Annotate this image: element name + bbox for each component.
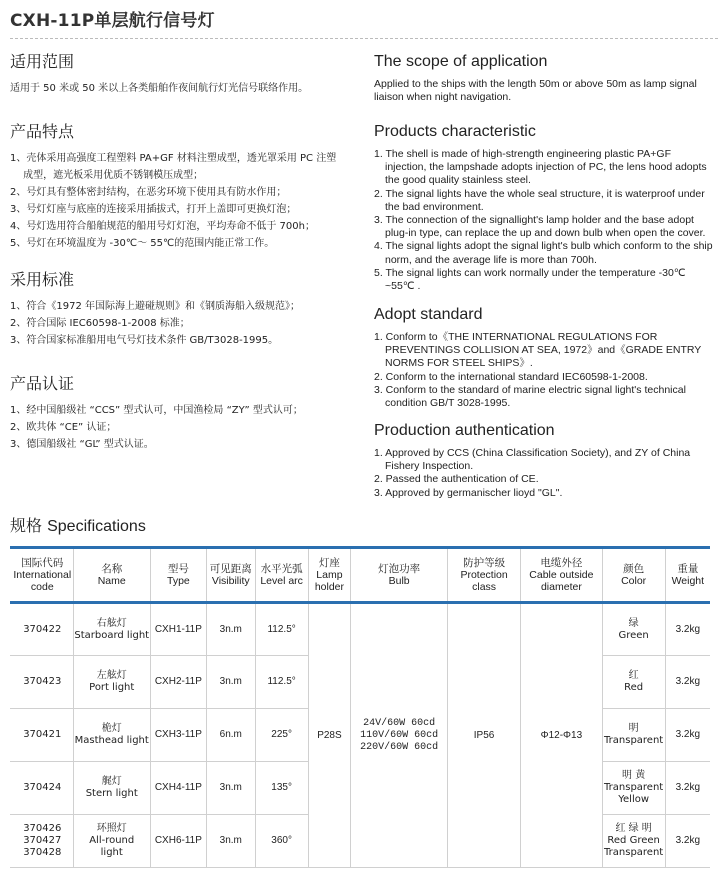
en-authentication-item: 1. Approved by CCS (China Classification Society), and ZY of China Fishery Inspection. bbox=[374, 447, 691, 473]
cell-bulb: 24V/60W 60cd 110V/60W 60cd 220V/60W 60cd bbox=[351, 603, 448, 868]
en-authentication-item: 3. Approved by germanischer lioyd "GL". bbox=[374, 486, 563, 499]
cell-code: 370424 bbox=[10, 762, 73, 815]
en-standard-item: 1. Conform to《THE INTERNATIONAL REGULATIONS FOR PREVENTINGS COLLISION AT SEA, 1972》and《GRADE ENTRY NORMS FOR STEEL SHIPS》. bbox=[374, 331, 702, 370]
cell-color: 红 Red bbox=[602, 656, 665, 709]
page-title: CXH-11P单层航行信号灯 bbox=[10, 11, 215, 31]
cell-weight: 3.2kg bbox=[665, 815, 710, 868]
cell-cable: Φ12-Φ13 bbox=[521, 603, 602, 868]
header-code: 国际代码 International code bbox=[10, 548, 73, 603]
cn-characteristic-section bbox=[10, 122, 336, 252]
en-authentication-item: 2. Passed the authentication of CE. bbox=[374, 473, 539, 486]
cell-type: CXH4-11P bbox=[150, 762, 206, 815]
header-level-arc: 水平光弧 Level arc bbox=[255, 548, 308, 603]
cell-type: CXH2-11P bbox=[150, 656, 206, 709]
cell-color: 明 黄 Transparent Yellow bbox=[602, 762, 665, 815]
cell-type: CXH6-11P bbox=[150, 815, 206, 868]
cell-name: 桅灯 Masthead light bbox=[73, 709, 150, 762]
cn-characteristic-item: 3、号灯灯座与底座的连接采用插拔式，打开上盖即可更换灯泡； bbox=[10, 204, 297, 215]
header-weight: 重量 Weight bbox=[665, 548, 710, 603]
cn-authentication-item: 1、经中国船级社 “CCS” 型式认可，中国渔检局 “ZY” 型式认可； bbox=[10, 405, 303, 416]
cn-characteristic-item: 成型，遮光板采用优质不锈钢模压成型； bbox=[10, 170, 204, 181]
cn-characteristic-item: 4、号灯选用符合船舶规范的船用号灯灯泡，平均寿命不低于 700h； bbox=[10, 221, 315, 232]
cell-code: 370426 370427 370428 bbox=[10, 815, 73, 868]
spec-header-row bbox=[10, 548, 710, 603]
en-authentication-heading: Production authentication bbox=[374, 422, 555, 439]
header-bulb: 灯泡功率 Bulb bbox=[351, 548, 448, 603]
cn-scope-heading: 适用范围 bbox=[10, 52, 75, 71]
en-standard-heading: Adopt standard bbox=[374, 306, 483, 323]
en-characteristic-item: 1. The shell is made of high-strength engineering plastic PA+GF injection, the lampshade adopts injection of PC, the lens hood adopts the good quality stainless steel. bbox=[374, 148, 707, 187]
en-standard-item: 3. Conform to the standard of marine electric signal light's technical condition GB/T 3028-1995. bbox=[374, 383, 686, 410]
header-cable: 电缆外径 Cable outside diameter bbox=[521, 548, 602, 603]
en-characteristic-item: 5. The signal lights can work normally under the temperature -30℃ ~55℃ . bbox=[374, 266, 686, 293]
en-characteristic-section bbox=[374, 122, 714, 293]
spec-title bbox=[10, 516, 146, 537]
cell-name: 右舷灯 Starboard light bbox=[73, 603, 150, 656]
cell-weight: 3.2kg bbox=[665, 762, 710, 815]
en-characteristic-item: 2. The signal lights have the whole seal structure, it is waterproof under the bad environment. bbox=[374, 187, 705, 213]
cell-type: CXH1-11P bbox=[150, 603, 206, 656]
cell-code: 370423 bbox=[10, 656, 73, 709]
table-row bbox=[10, 603, 710, 656]
cell-code: 370422 bbox=[10, 603, 73, 656]
header-type: 型号 Type bbox=[150, 548, 206, 603]
cn-standard-item: 2、符合国际 IEC60598-1-2008 标准； bbox=[10, 318, 190, 329]
cell-level-arc: 135° bbox=[255, 762, 308, 815]
cn-characteristic-item: 2、号灯具有整体密封结构，在恶劣环境下使用具有防水作用； bbox=[10, 187, 287, 198]
cell-name: 左舷灯 Port light bbox=[73, 656, 150, 709]
en-authentication-section bbox=[374, 421, 714, 500]
spec-table bbox=[10, 546, 710, 868]
title-bar bbox=[10, 6, 718, 34]
cell-name: 环照灯 All-round light bbox=[73, 815, 150, 868]
cn-standard-item: 3、符合国家标准船用电气号灯技术条件 GB/T3028-1995。 bbox=[10, 335, 279, 346]
cn-scope-text: 适用于 50 米或 50 米以上各类船舶作夜间航行灯光信号联络作用。 bbox=[10, 83, 309, 94]
cell-lamp-holder: P28S bbox=[308, 603, 351, 868]
header-protection: 防护等级 Protection class bbox=[447, 548, 520, 603]
cell-color: 明 Transparent bbox=[602, 709, 665, 762]
cell-visibility: 3n.m bbox=[206, 656, 255, 709]
en-standard-item: 2. Conform to the international standard IEC60598-1-2008. bbox=[374, 370, 648, 383]
cell-visibility: 3n.m bbox=[206, 603, 255, 656]
cn-scope-section bbox=[10, 52, 308, 97]
cell-protection: IP56 bbox=[447, 603, 520, 868]
cell-visibility: 3n.m bbox=[206, 762, 255, 815]
cn-characteristic-item: 1、壳体采用高强度工程塑料 PA+GF 材料注塑成型，透光罩采用 PC 注塑 bbox=[10, 153, 337, 164]
cn-standard-section bbox=[10, 270, 300, 349]
spec-title-cn: 规格 bbox=[10, 516, 43, 535]
en-standard-section bbox=[374, 305, 714, 410]
en-characteristic-item: 3. The connection of the signallight's lamp holder and the base adopt plug-in type, can replace the up and down bulb when open the cover. bbox=[374, 214, 706, 240]
cell-level-arc: 112.5° bbox=[255, 603, 308, 656]
cell-level-arc: 360° bbox=[255, 815, 308, 868]
cn-characteristic-heading: 产品特点 bbox=[10, 122, 75, 141]
header-lamp-holder: 灯座 Lamp holder bbox=[308, 548, 351, 603]
spec-title-en: Specifications bbox=[47, 518, 146, 535]
cn-authentication-item: 2、欧共体 “CE” 认证； bbox=[10, 422, 117, 433]
cell-visibility: 6n.m bbox=[206, 709, 255, 762]
cell-color: 绿 Green bbox=[602, 603, 665, 656]
cell-weight: 3.2kg bbox=[665, 656, 710, 709]
cell-type: CXH3-11P bbox=[150, 709, 206, 762]
cell-name: 艉灯 Stern light bbox=[73, 762, 150, 815]
cell-weight: 3.2kg bbox=[665, 709, 710, 762]
cn-authentication-section bbox=[10, 374, 303, 453]
cn-standard-heading: 采用标准 bbox=[10, 270, 75, 289]
cn-characteristic-item: 5、号灯在环境温度为 -30℃～ 55℃的范围内能正常工作。 bbox=[10, 238, 275, 249]
header-visibility: 可见距离 Visibility bbox=[206, 548, 255, 603]
title-divider bbox=[10, 38, 718, 39]
header-name: 名称 Name bbox=[73, 548, 150, 603]
cn-authentication-heading: 产品认证 bbox=[10, 374, 75, 393]
en-characteristic-item: 4. The signal lights adopt the signal light's bulb which conform to the ship norm, and the average life is more than 700h. bbox=[374, 240, 713, 266]
en-scope-text: Applied to the ships with the length 50m or above 50m as lamp signal liaison when night navigation. bbox=[374, 78, 697, 104]
cell-code: 370421 bbox=[10, 709, 73, 762]
cn-authentication-item: 3、德国船级社 “GL” 型式认证。 bbox=[10, 439, 154, 450]
cell-visibility: 3n.m bbox=[206, 815, 255, 868]
en-characteristic-heading: Products characteristic bbox=[374, 123, 536, 140]
en-scope-heading: The scope of application bbox=[374, 53, 548, 70]
en-scope-section bbox=[374, 52, 714, 104]
cell-weight: 3.2kg bbox=[665, 603, 710, 656]
cell-color: 红 绿 明 Red Green Transparent bbox=[602, 815, 665, 868]
cell-level-arc: 112.5° bbox=[255, 656, 308, 709]
cn-standard-item: 1、符合《1972 年国际海上避碰规则》和《钢质海船入级规范》； bbox=[10, 301, 300, 312]
header-color: 颜色 Color bbox=[602, 548, 665, 603]
cell-level-arc: 225° bbox=[255, 709, 308, 762]
